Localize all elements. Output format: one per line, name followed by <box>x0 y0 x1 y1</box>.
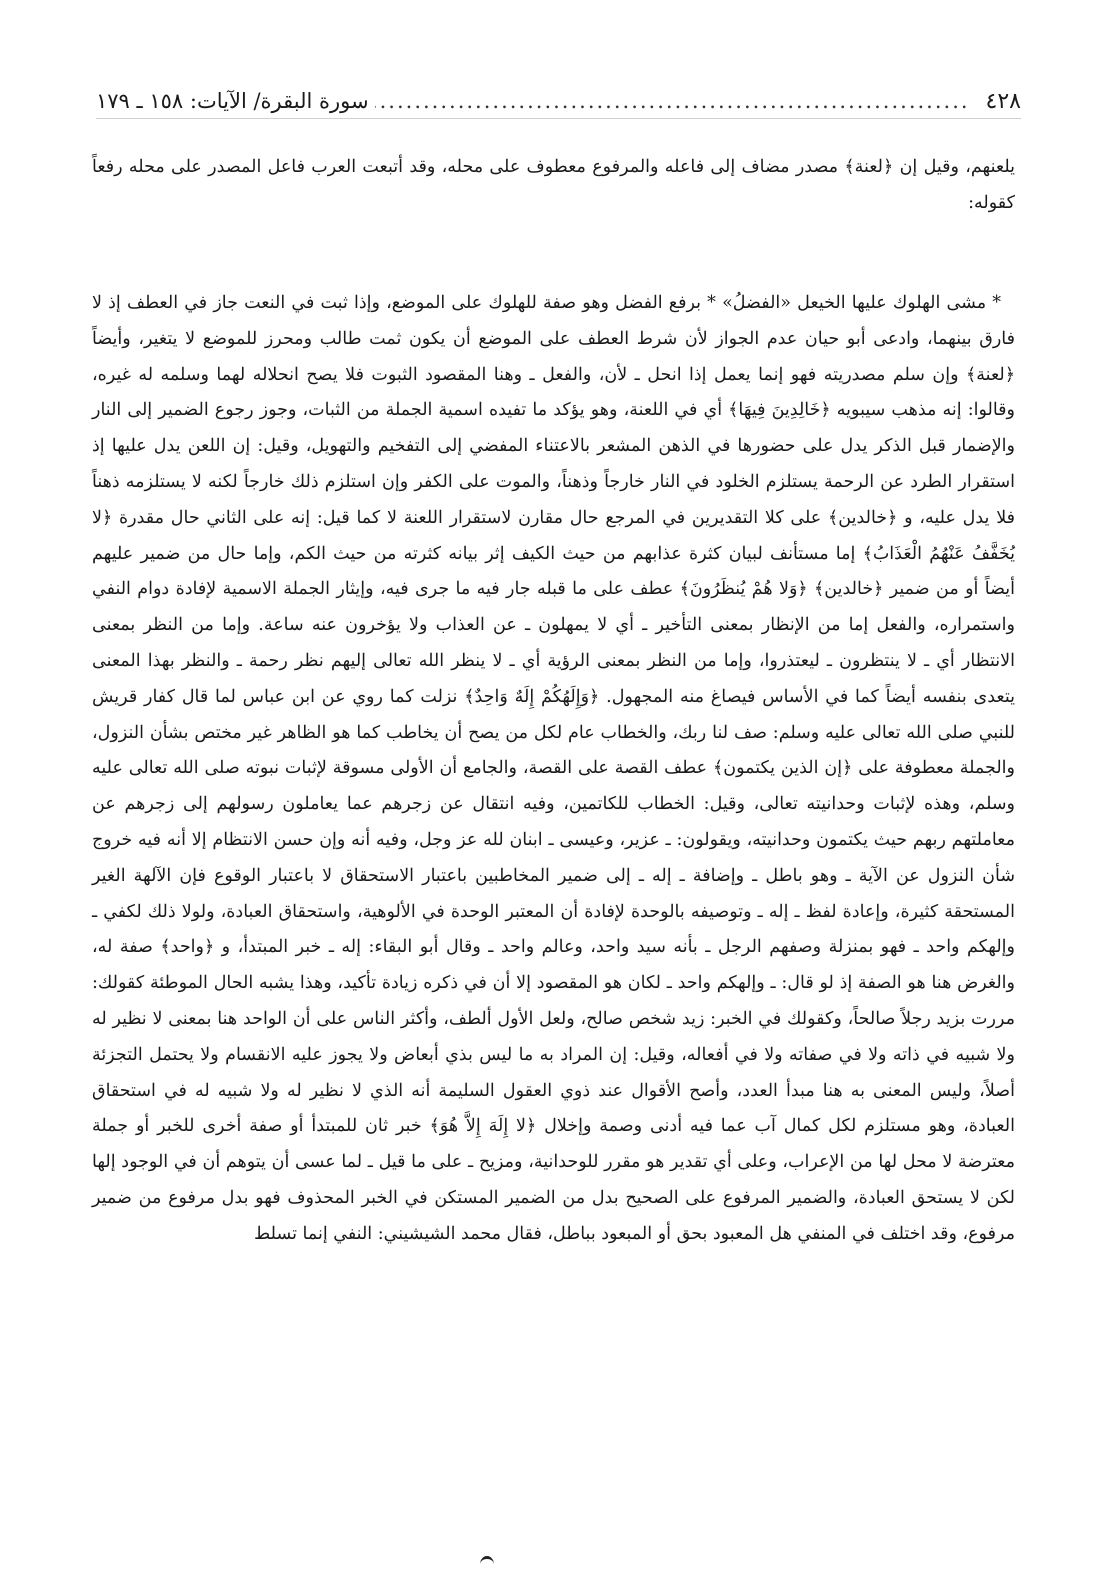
header-leader-dots <box>375 89 970 113</box>
running-title: سورة البقرة/ الآيات: ١٥٨ ـ ١٧٩ <box>96 89 369 113</box>
page-number: ٤٢٨ <box>985 88 1021 114</box>
main-text: * مشى الهلوك عليها الخيعل «الفضلُ» * برفع الفضل وهو صفة للهلوك على الموضع، وإذا ثبت في النعت جاز في العطف إذ لا فارق بينهما، وادعى أبو حيان عدم الجواز لأن شرط العطف على الموضع أن يكون ثمت طالب ومحرز للموضع لا يتغير، وأيضاً ﴿لعنة﴾ وإن سلم مصدريته فهو إنما يعمل إذا انحل ـ لأن، والفعل ـ وهنا المقصود الثبوت فلا يصح انحلاله لهما وسلمه له غيره، وقالوا: إنه مذهب سيبويه ﴿خَالِدِينَ فِيهَا﴾ أي في اللعنة، وهو يؤكد ما تفيده اسمية الجملة من الثبات، وجوز رجوع الضمير إلى النار والإضمار قبل الذكر يدل على حضورها في الذهن المشعر بالاعتناء المفضي إلى التفخيم والتهويل، وقيل: إن اللعن يدل عليها إذ استقرار الطرد عن الرحمة يستلزم الخلود في النار خارجاً وذهناً، والموت على الكفر وإن استلزم ذلك خارجاً لكنه لا يستلزمه ذهناً فلا يدل عليه، و ﴿خالدين﴾ على كلا التقديرين في المرجع حال مقارن لاستقرار اللعنة لا كما قيل: إنه على الثاني حال مقدرة ﴿لا يُخَفَّفُ عَنْهُمُ الْعَذَابُ﴾ إما مستأنف لبيان كثرة عذابهم من حيث الكيف إثر بيانه كثرته من حيث الكم، وإما حال من ضمير عليهم أيضاً أو من ضمير ﴿خالدين﴾ ﴿وَلا هُمْ يُنظَرُونَ﴾ عطف على ما قبله جار فيه ما جرى فيه، وإيثار الجملة الاسمية لإفادة دوام النفي واستمراره، والفعل إما من الإنظار بمعنى التأخير ـ أي لا يمهلون ـ عن العذاب ولا يؤخرون عنه ساعة. وإما من النظر بمعنى الانتظار أي ـ لا ينتظرون ـ ليعتذروا، وإما من النظر بمعنى الرؤية أي ـ لا ينظر الله تعالى إليهم نظر رحمة ـ والنظر بهذا المعنى يتعدى بنفسه أيضاً كما في الأساس فيصاغ منه المجهول. ﴿وَإِلَهُكُمْ إِلَهٌ وَاحِدٌ﴾ نزلت كما روي عن ابن عباس لما قال كفار قريش للنبي صلى الله تعالى عليه وسلم: صف لنا ربك، والخطاب عام لكل من يصح أن يخاطب كما هو الظاهر غير مختص بشأن النزول، والجملة معطوفة على ﴿إن الذين يكتمون﴾ عطف القصة على القصة، والجامع أن الأولى مسوقة لإثبات نبوته صلى الله تعالى عليه وسلم، وهذه لإثبات وحدانيته تعالى، وقيل: الخطاب للكاتمين، وفيه انتقال عن زجرهم عما يعاملون رسولهم إلى زجرهم عن معاملتهم ربهم حيث يكتمون وحدانيته، ويقولون: ـ عزير، وعيسى ـ ابنان لله عز وجل، وفيه أنه وإن حسن الانتظام إلا أنه فيه خروج شأن النزول عن الآية ـ وهو باطل ـ وإضافة ـ إله ـ إلى ضمير المخاطبين باعتبار الاستحقاق لا باعتبار الوقوع فإن الآلهة الغير المستحقة كثيرة، وإعادة لفظ ـ إله ـ وتوصيفه بالوحدة لإفادة أن المعتبر الوحدة في الألوهية، واستحقاق العبادة، ولولا ذلك لكفي ـ وإلهكم واحد ـ فهو بمنزلة وصفهم الرجل ـ بأنه سيد واحد، وعالم واحد ـ وقال أبو البقاء: إله ـ خبر المبتدأ، و ﴿واحد﴾ صفة له، والغرض هنا هو الصفة إذ لو قال: ـ وإلهكم واحد ـ لكان هو المقصود إلا أن في ذكره زيادة تأكيد، وهذا يشبه الحال الموطئة كقولك: مررت بزيد رجلاً صالحاً، وكقولك في الخبر: زيد شخص صالح، ولعل الأول ألطف، وأكثر الناس على أن الواحد هنا بمعنى لا نظير له ولا شبيه في ذاته ولا في صفاته ولا في أفعاله، وقيل: إن المراد به ما ليس بذي أبعاض ولا يجوز عليه الانقسام ولا يحتمل التجزئة أصلاً، وليس المعنى به هنا مبدأ العدد، وأصح الأقوال عند ذوي العقول السليمة أنه الذي لا نظير له ولا شبيه له في استحقاق العبادة، وهو مستلزم لكل كمال آب عما فيه أدنى وصمة وإخلال ﴿لا إِلَهَ إِلاَّ هُوَ﴾ خبر ثان للمبتدأ أو صفة أخرى للخبر أو جملة معترضة لا محل لها من الإعراب، وعلى أي تقدير هو مقرر للوحدانية، ومزيح ـ على ما قيل ـ لما عسى أن يتوهم أن في الوجود إلها لكن لا يستحق العبادة، والضمير المرفوع على الصحيح بدل من الضمير المستكن في الخبر المحذوف فهو بدل مرفوع من ضمير مرفوع، وقد اختلف في المنفي هل المعبود بحق أو المبعود بباطل، فقال محمد الشيشيني: النفي إنما تسلط <box>92 293 1015 1244</box>
intro-text: يلعنهم، وقيل إن ﴿لعنة﴾ مصدر مضاف إلى فاعله والمرفوع معطوف على محله، وقد أتبعت العرب فاعل المصدر على محله رفعاً كقوله: <box>92 157 1015 213</box>
page-header <box>96 84 1021 119</box>
page-bottom-mark <box>480 1556 494 1573</box>
main-paragraph <box>92 286 1015 1253</box>
intro-paragraph <box>92 150 1015 222</box>
